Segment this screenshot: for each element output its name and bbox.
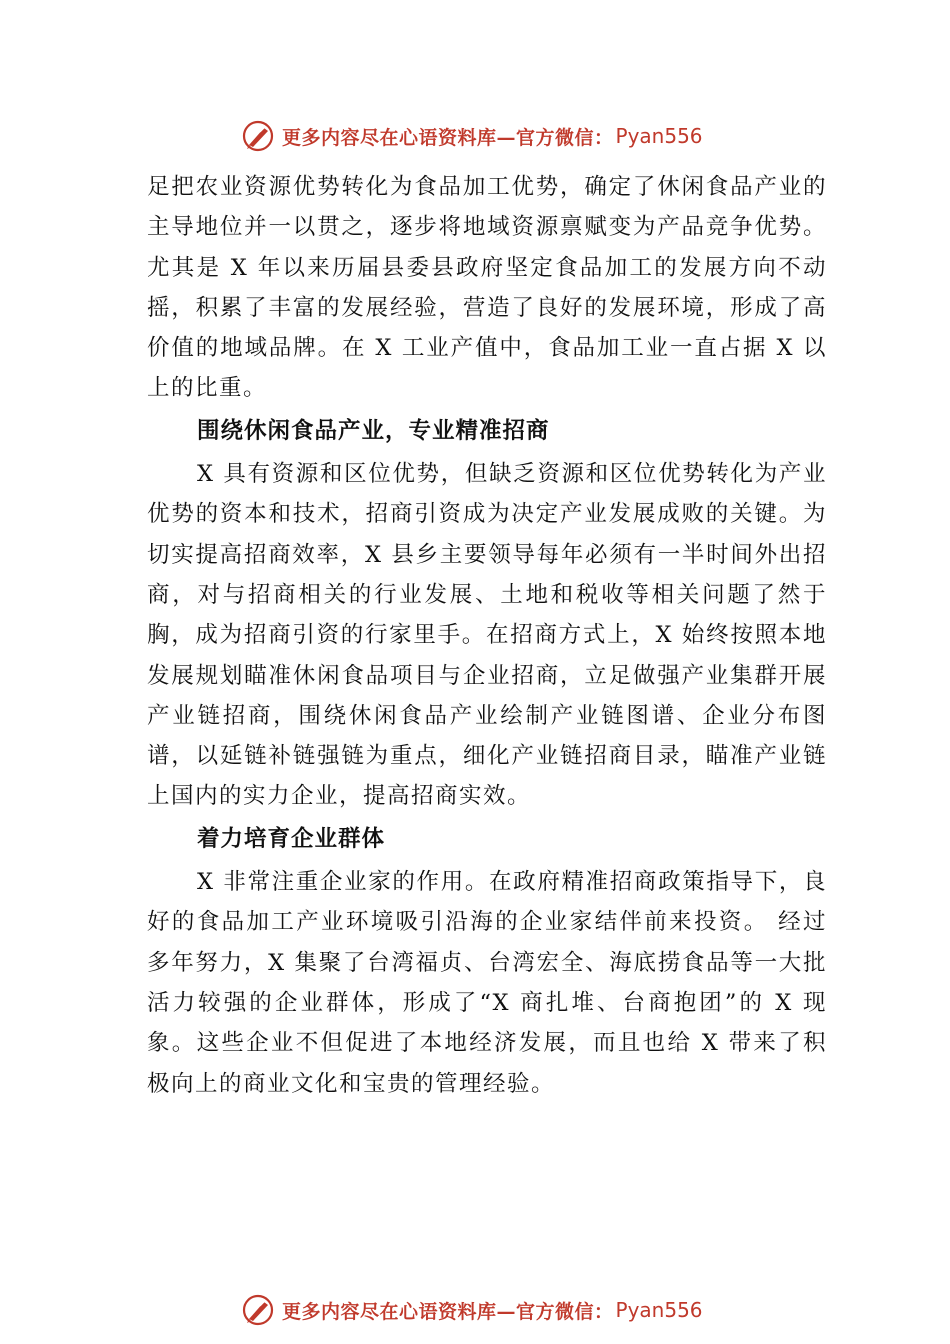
pen-logo-icon [240,118,276,154]
watermark-text: 更多内容尽在心语资料库—官方微信： [282,1300,614,1323]
body-paragraph-2: X 具有资源和区位优势，但缺乏资源和区位优势转化为产业优势的资本和技术，招商引资成为决定产业发展成败的关键。为切实提高招商效率，X 县乡主要领导每年必须有一半时间外出招商，对与招商相关的行业发展、土地和税收等相关问题了然于胸，成为招商引资的行家里手。在招商方式上，X 始终按照本地发展规划瞄准休闲食品项目与企业招商，立足做强产业集群开展产业链招商，围绕休闲食品产业绘制产业链图谱、企业分布图谱，以延链补链强链为重点，细化产业链招商目录，瞄准产业链上国内的实力企业，提高招商实效。 [147,461,827,810]
body-paragraph-1: 足把农业资源优势转化为食品加工优势，确定了休闲食品产业的主导地位并一以贯之，逐步将地域资源禀赋变为产品竞争优势。尤其是 X 年以来历届县委县政府坚定食品加工的发展方向不动摇，积累了丰富的发展经验，营造了良好的发展环境，形成了高价值的地域品牌。在 X 工业产值中，食品加工业一直占据 X 以上的比重。 [147,174,827,402]
watermark-footer [240,1290,703,1330]
section-heading-2: 着力培育企业群体 [197,825,386,852]
document-body [147,167,827,1104]
body-paragraph-3: X 非常注重企业家的作用。在政府精准招商政策指导下，良好的食品加工产业环境吸引沿海的企业家结伴前来投资。 经过多年努力，X 集聚了台湾福贞、台湾宏全、海底捞食品等一大批活力较强的企业群体，形成了“X 商扎堆、台商抱团”的 X 现象。这些企业不但促进了本地经济发展，而且也给 X 带来了积极向上的商业文化和宝贵的管理经验。 [147,869,827,1097]
watermark-header [240,116,703,156]
watermark-wechat-id: Pyan556 [615,1298,703,1322]
pen-logo-icon [240,1292,276,1328]
watermark-text: 更多内容尽在心语资料库—官方微信： [282,126,614,149]
section-heading-1: 围绕休闲食品产业，专业精准招商 [197,417,550,444]
watermark-wechat-id: Pyan556 [615,124,703,148]
